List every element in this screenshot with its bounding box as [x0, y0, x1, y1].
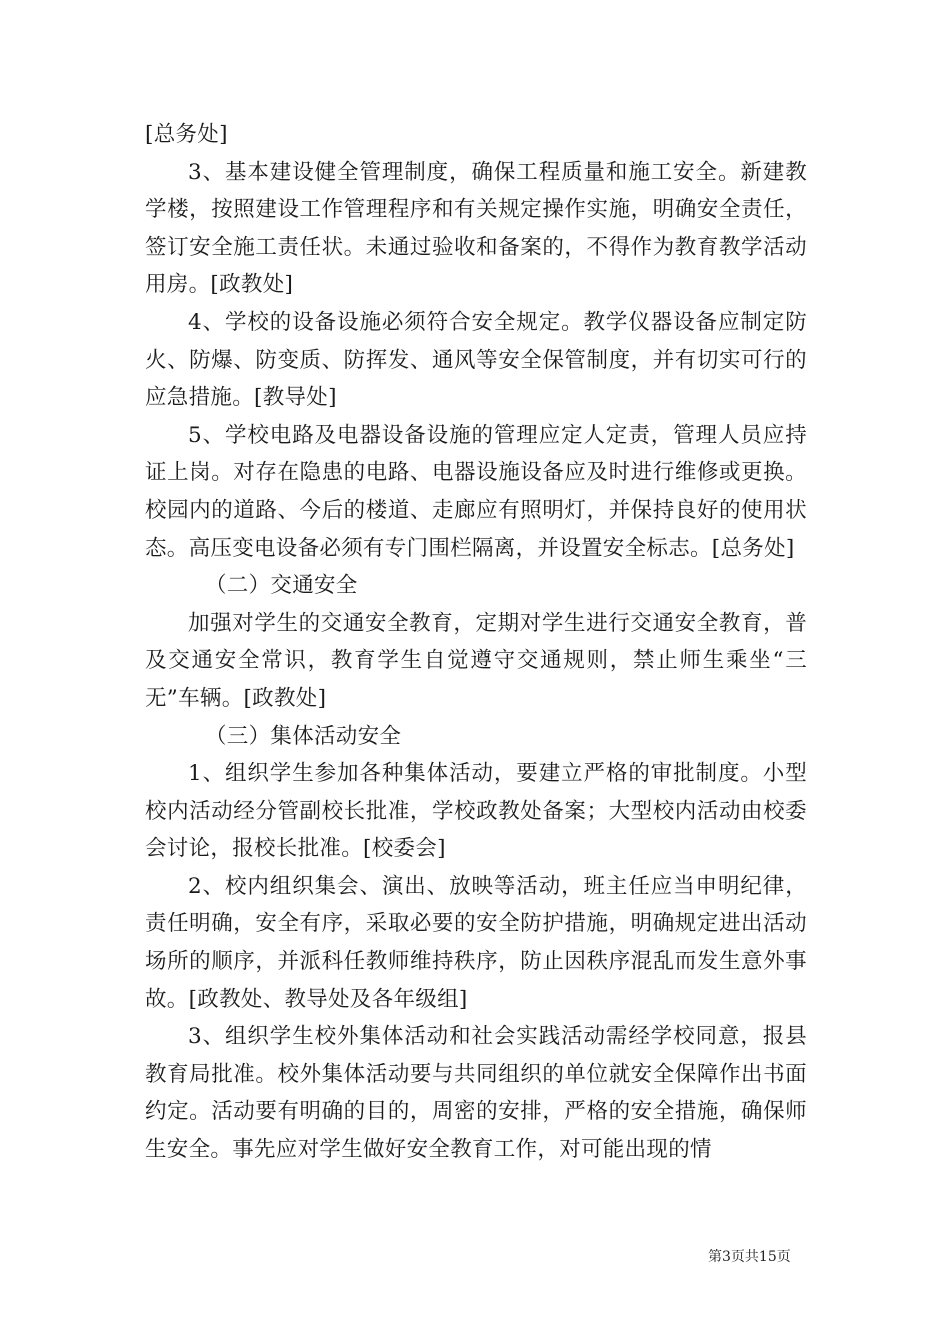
document-body — [145, 116, 807, 1169]
page-number: 第3页共15页 — [708, 1249, 791, 1265]
paragraph-9: 3、组织学生校外集体活动和社会实践活动需经学校同意，报县教育局批准。校外集体活动要与共同组织的单位就安全保障作出书面约定。活动要有明确的目的，周密的安排，严格的安全措施，确保师生安全。事先应对学生做好安全教育工作，对可能出现的情 — [145, 1024, 807, 1163]
paragraph-5: 加强对学生的交通安全教育，定期对学生进行交通安全教育，普及交通安全常识，教育学生自觉遵守交通规则，禁止师生乘坐“三无”车辆。[政教处] — [145, 610, 807, 711]
paragraph-1: 3、基本建设健全管理制度，确保工程质量和施工安全。新建教学楼，按照建设工作管理程序和有关规定操作实施，明确安全责任，签订安全施工责任状。未通过验收和备案的，不得作为教育教学活动用房。[政教处] — [145, 159, 807, 298]
paragraph-2: 4、学校的设备设施必须符合安全规定。教学仪器设备应制定防火、防爆、防变质、防挥发、通风等安全保管制度，并有切实可行的应急措施。[教导处] — [145, 309, 807, 411]
section-heading-group-activity: （三）集体活动安全 — [205, 723, 402, 749]
paragraph-8: 2、校内组织集会、演出、放映等活动，班主任应当申明纪律，责任明确，安全有序，采取必要的安全防护措施，明确规定进出活动场所的顺序，并派科任教师维持秩序，防止因秩序混乱而发生意外事故。[政教处、教导处及各年级组] — [145, 873, 807, 1012]
paragraph-3: 5、学校电路及电器设备设施的管理应定人定责，管理人员应持证上岗。对存在隐患的电路、电器设施设备应及时进行维修或更换。校园内的道路、今后的楼道、走廊应有照明灯，并保持良好的使用状态。高压变电设备必须有专门围栏隔离，并设置安全标志。[总务处] — [145, 422, 807, 561]
section-heading-traffic: （二）交通安全 — [205, 573, 358, 599]
paragraph-0: [总务处] — [145, 122, 228, 147]
paragraph-7: 1、组织学生参加各种集体活动，要建立严格的审批制度。小型校内活动经分管副校长批准，学校政教处备案；大型校内活动由校委会讨论，报校长批准。[校委会] — [145, 761, 807, 862]
